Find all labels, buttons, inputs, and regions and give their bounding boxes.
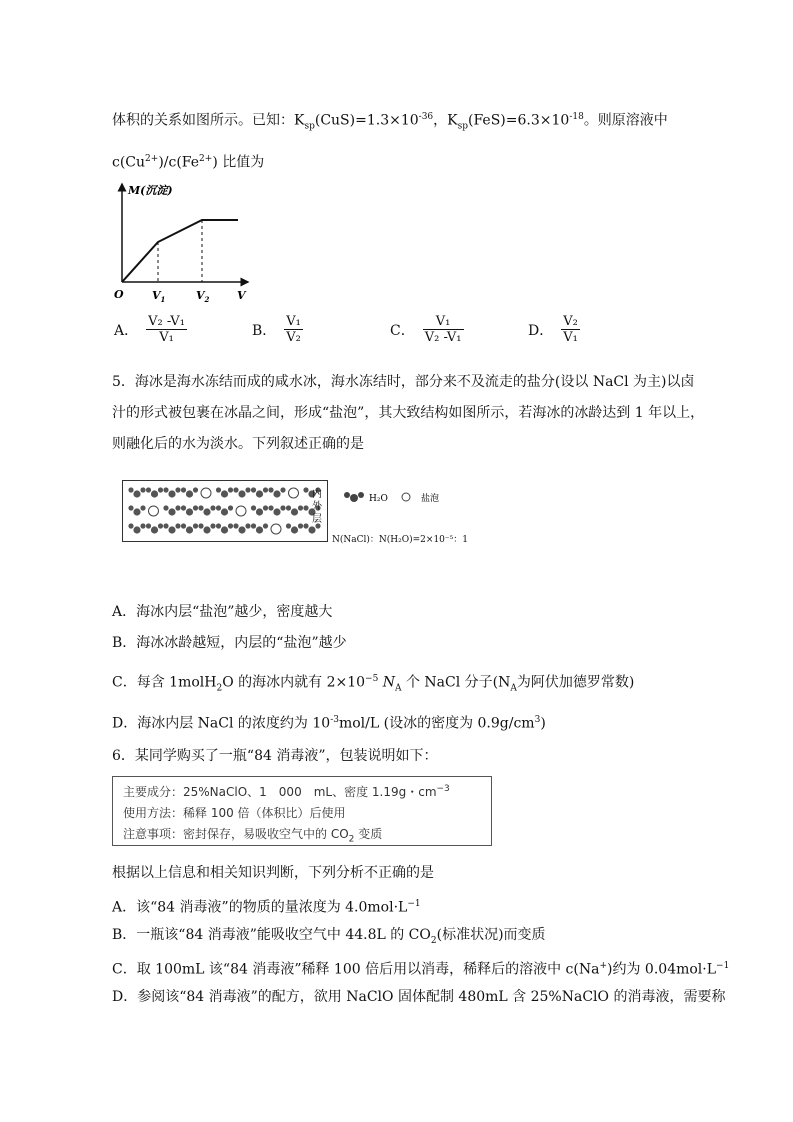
water-atom — [128, 523, 133, 528]
water-atom — [233, 523, 238, 528]
text: 个 NaCl 分子(N — [401, 674, 511, 691]
q5-option-c[interactable] — [112, 670, 634, 697]
water-atom — [175, 487, 180, 492]
text: C．每含 1molH — [112, 674, 217, 691]
inner-label: 内 — [312, 489, 322, 500]
water-atom — [268, 505, 273, 510]
water-atom — [308, 526, 315, 533]
water-atom — [263, 523, 268, 528]
salt-bubble — [271, 524, 281, 534]
q6-option-a[interactable] — [112, 895, 421, 917]
option-fraction — [146, 314, 187, 345]
water-atom — [228, 505, 233, 510]
text: B．一瓶该“84 消毒液”能吸收空气中 44.8L 的 CO — [112, 927, 431, 943]
salt-bubble — [236, 506, 246, 516]
legend-h2o: H₂O — [369, 494, 388, 504]
water-atom — [291, 508, 298, 515]
water-atom — [298, 523, 303, 528]
ksp-sep: ，K — [433, 112, 458, 129]
water-atom — [251, 487, 256, 492]
sub: 2 — [348, 834, 355, 845]
water-atom — [221, 490, 228, 497]
water-atom — [181, 523, 186, 528]
text: 主要成分：25%NaClO、1 000 mL、密度 1.19g・cm — [123, 785, 437, 799]
layer-label: 层 — [312, 514, 322, 525]
water-atom — [228, 487, 233, 492]
x-axis-label: V — [237, 289, 246, 302]
water-atom — [163, 487, 168, 492]
water-atom — [291, 526, 298, 533]
water-atom — [273, 508, 280, 515]
water-atom — [128, 505, 133, 510]
ratio-caption: N(NaCl)：N(H₂O)=2×10⁻⁵：1 — [332, 535, 468, 545]
text: (标准状况)而变质 — [436, 927, 546, 943]
precipitate-curve — [122, 220, 238, 282]
water-atom — [263, 487, 268, 492]
ksp-sub: sp — [304, 121, 315, 132]
water-atom — [168, 490, 175, 497]
water-atom — [298, 505, 303, 510]
water-atom — [140, 523, 145, 528]
denominator: V₂ — [286, 330, 301, 345]
ratio-sup-1: 2+ — [145, 154, 159, 164]
box-line-3 — [123, 825, 382, 844]
water-atom — [151, 526, 158, 533]
ratio-part-c: ) 比值为 — [212, 154, 265, 171]
q5-option-b[interactable]: B．海冰冰龄越短，内层的“盐泡”越少 — [112, 635, 347, 651]
option-letter: A． — [114, 322, 139, 339]
water-atom — [168, 526, 175, 533]
text: 为阿伏加德罗常数) — [516, 674, 635, 691]
h-atom-icon — [358, 492, 364, 498]
ksp-sub-2: sp — [457, 121, 469, 132]
denominator: V₂ -V₁ — [424, 330, 462, 345]
option-letter: D． — [528, 322, 554, 339]
q4-option-a[interactable] — [114, 314, 187, 345]
numerator: V₁ — [286, 314, 301, 329]
q5-stem-line2: 汁的形式被包裹在冰晶之间，形成“盐泡”，其大致结构如图所示，若海冰的冰龄达到 1 年以上， — [112, 405, 705, 421]
text: C．取 100mL 该“84 消毒液”稀释 100 倍后用以消毒，稀释后的溶液中 c(Na — [112, 961, 600, 978]
water-atom — [198, 523, 203, 528]
water-atom — [193, 505, 198, 510]
text: mol/L (设冰的密度为 0.9g/cm — [338, 715, 535, 732]
v2-label: $V_2$ — [196, 289, 210, 304]
sup: 3 — [534, 715, 541, 725]
denominator: V₁ — [563, 330, 578, 345]
text: D．海冰内层 NaCl 的浓度约为 10 — [112, 715, 331, 732]
water-atom — [251, 505, 256, 510]
water-atom — [133, 508, 140, 515]
water-atom — [256, 526, 263, 533]
ratio-part-a: c(Cu — [112, 154, 146, 171]
sub: A — [395, 683, 402, 694]
water-atom — [251, 523, 256, 528]
water-atom — [146, 523, 151, 528]
water-atom — [245, 487, 250, 492]
water-atom — [175, 505, 180, 510]
water-atom — [210, 505, 215, 510]
precipitate-graph — [108, 178, 268, 306]
water-atom — [303, 523, 308, 528]
water-atom — [163, 505, 168, 510]
option-fraction — [423, 314, 464, 345]
water-atom — [280, 487, 285, 492]
sup: −1 — [716, 961, 730, 971]
water-atom — [303, 487, 308, 492]
sub: 2 — [216, 683, 223, 694]
q5-option-a[interactable]: A．海冰内层“盐泡”越少，密度越大 — [112, 604, 333, 620]
outer-labels — [312, 500, 324, 526]
option-letter: C． — [390, 322, 415, 339]
water-atom — [133, 526, 140, 533]
water-atom — [140, 505, 145, 510]
ksp-cus-exp: -36 — [418, 112, 434, 122]
q4-line1-post: 。则原溶液中 — [583, 112, 668, 129]
water-atom — [186, 490, 193, 497]
box-line-1 — [123, 783, 450, 800]
water-atom — [216, 487, 221, 492]
q4-line2 — [112, 150, 264, 172]
ksp-fes: (FeS)=6.3×10 — [468, 112, 570, 129]
q5-stem-line1: 5．海冰是海水冻结而成的咸水冰，海水冻结时，部分来不及流走的盐分(设以 NaCl 为主)以卤 — [112, 374, 695, 390]
water-atom — [133, 490, 140, 497]
water-atom — [221, 508, 228, 515]
water-atom — [181, 505, 186, 510]
v1-label: $V_1$ — [152, 289, 166, 304]
ratio-sup-2: 2+ — [199, 154, 213, 164]
label-info-box — [112, 776, 492, 846]
q6-question: 根据以上信息和相关知识判断，下列分析不正确的是 — [112, 865, 434, 881]
option-letter: B． — [252, 322, 277, 339]
water-atom — [203, 508, 210, 515]
h-atom-icon — [344, 492, 350, 498]
o-atom-icon — [350, 494, 358, 502]
water-atom — [286, 523, 291, 528]
text: N — [378, 674, 396, 691]
numerator: V₂ — [563, 314, 578, 329]
sup: −5 — [365, 674, 379, 684]
text: 变质 — [354, 827, 383, 841]
q6-option-d[interactable]: D．参阅该“84 消毒液”的配方，欲用 NaClO 固体配制 480mL 含 25%NaClO 的消毒液，需要称 — [112, 989, 726, 1005]
water-atom — [193, 487, 198, 492]
water-atom — [238, 490, 245, 497]
q4-option-d[interactable] — [528, 314, 580, 345]
water-atom — [175, 523, 180, 528]
numerator: V₂ -V₁ — [148, 314, 185, 329]
salt-bubble — [149, 506, 159, 516]
ksp-cus: (CuS)=1.3×10 — [314, 112, 419, 129]
text: 注意事项：密封保存，易吸收空气中的 CO — [123, 827, 349, 841]
option-fraction — [561, 314, 580, 345]
q6-option-c[interactable] — [112, 957, 729, 979]
water-atom — [163, 523, 168, 528]
sup: -3 — [330, 715, 339, 725]
q6-option-b[interactable] — [112, 926, 546, 950]
water-atom — [146, 487, 151, 492]
water-atom — [203, 526, 210, 533]
water-atom — [256, 490, 263, 497]
q5-stem-line3: 则融化后的水为淡水。下列叙述正确的是 — [112, 436, 364, 452]
water-atom — [210, 523, 215, 528]
legend-salt: 盐泡 — [421, 494, 440, 504]
water-atom — [238, 526, 245, 533]
water-atom — [158, 523, 163, 528]
ratio-part-b: )/c(Fe — [158, 154, 200, 171]
water-atom — [256, 508, 263, 515]
water-atom — [280, 505, 285, 510]
water-atom — [268, 487, 273, 492]
sup: −1 — [407, 899, 421, 909]
ksp-fes-exp: -18 — [569, 112, 584, 122]
water-atom — [273, 490, 280, 497]
box-line-2: 使用方法：稀释 100 倍（体积比）后使用 — [123, 806, 346, 820]
sup: + — [599, 961, 608, 971]
water-atom — [186, 508, 193, 515]
y-axis-label: M(沉淀) — [128, 184, 173, 197]
water-atom — [151, 490, 158, 497]
sub: A — [510, 683, 517, 694]
water-atom — [198, 505, 203, 510]
option-fraction — [284, 314, 303, 345]
water-atom — [233, 487, 238, 492]
water-atom — [216, 505, 221, 510]
salt-bubble — [201, 488, 211, 498]
water-atom — [186, 526, 193, 533]
q4-line1-text: 体积的关系如图所示。已知：K — [112, 112, 305, 129]
salt-bubble-icon — [402, 493, 410, 501]
water-atom — [263, 505, 268, 510]
text: )约为 0.04mol·L — [607, 961, 717, 978]
outer-label: 外 — [312, 501, 322, 512]
water-atom — [216, 523, 221, 528]
water-atom — [221, 526, 228, 533]
q4-option-c[interactable] — [390, 314, 464, 345]
water-atom — [140, 487, 145, 492]
sub: 2 — [430, 935, 437, 946]
water-atom — [303, 505, 308, 510]
q4-option-b[interactable] — [252, 314, 303, 345]
sea-ice-figure — [122, 480, 328, 542]
q4-line1 — [112, 108, 668, 135]
water-atom — [193, 523, 198, 528]
water-atom — [181, 487, 186, 492]
origin-label: O — [114, 288, 124, 301]
text: O 的海冰内就有 2×10 — [222, 674, 366, 691]
sup: −3 — [436, 784, 450, 794]
sea-ice-molecules — [123, 481, 327, 541]
water-atom — [286, 505, 291, 510]
text: A．该“84 消毒液”的物质的量浓度为 4.0mol·L — [112, 899, 408, 916]
q5-option-d[interactable] — [112, 711, 546, 733]
text: ) — [540, 715, 546, 732]
q6-stem: 6．某同学购买了一瓶“84 消毒液”，包装说明如下： — [112, 748, 438, 764]
numerator: V₁ — [423, 314, 464, 330]
water-atom — [158, 487, 163, 492]
salt-bubble — [289, 488, 299, 498]
water-atom — [128, 487, 133, 492]
water-atom — [245, 523, 250, 528]
figure-legend — [343, 490, 463, 506]
water-atom — [168, 508, 175, 515]
denominator: V₁ — [159, 330, 174, 345]
water-atom — [228, 523, 233, 528]
